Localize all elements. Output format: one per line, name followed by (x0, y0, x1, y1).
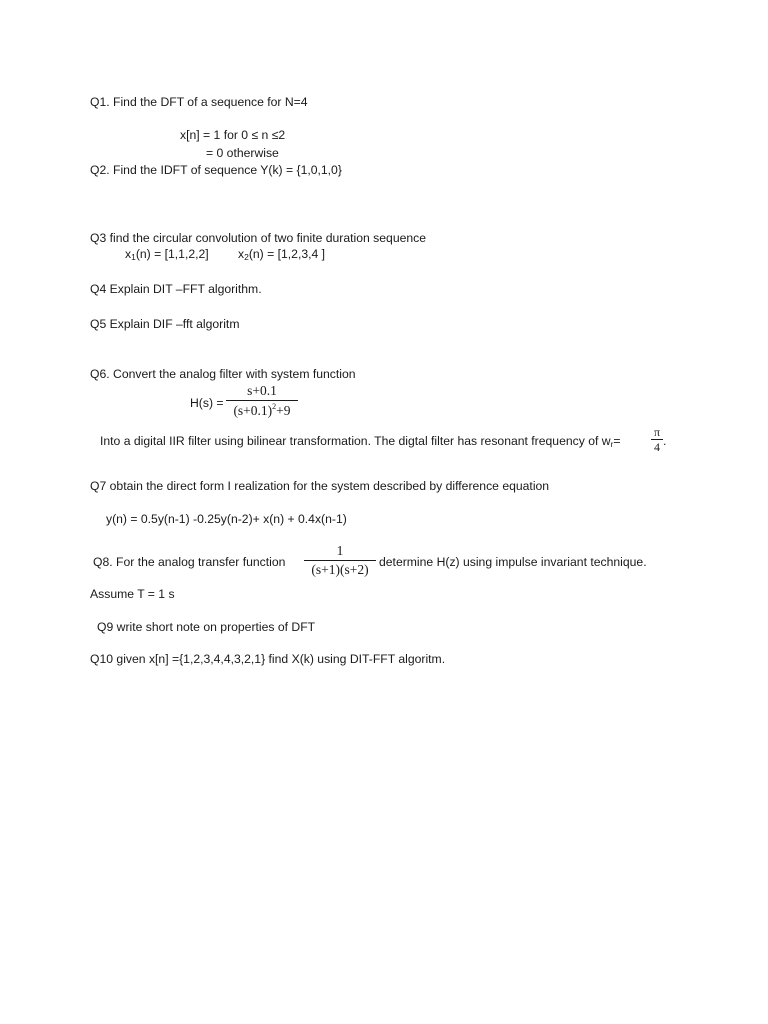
q3-x2-prefix: x (238, 247, 245, 261)
q6-den-tail: +9 (276, 402, 291, 418)
q3-sequence-x1 (125, 248, 209, 262)
q8-tail: determine H(z) using impulse invariant technique. (379, 555, 647, 569)
q10-title: Q10 given x[n] ={1,2,3,4,4,3,2,1} find X(k) using DIT-FFT algoritm. (90, 652, 446, 666)
q1-sequence-line1: x[n] = 1 for 0 ≤ n ≤2 (180, 128, 286, 142)
q6-hs-label: H(s) = (190, 396, 224, 410)
q1-title: Q1. Find the DFT of a sequence for N=4 (90, 95, 308, 109)
q6-den-base: (s+0.1) (233, 402, 273, 418)
q6-transfer-fraction (226, 384, 298, 417)
q6-body (100, 435, 621, 449)
q4-title: Q4 Explain DIT –FFT algorithm. (90, 282, 262, 296)
q3-x1-values: (n) = [1,1,2,2] (135, 247, 209, 261)
q3-x1-subscript: 1 (131, 252, 136, 262)
q8-lead: Q8. For the analog transfer function (93, 555, 286, 569)
q6-freq-numerator: π (653, 425, 661, 439)
q3-x2-subscript: 2 (244, 252, 249, 262)
q5-title: Q5 Explain DIF –fft algoritm (90, 317, 240, 331)
q2-title: Q2. Find the IDFT of sequence Y(k) = {1,0,1,0} (90, 163, 342, 177)
q3-x2-values: (n) = [1,2,3,4 ] (248, 247, 326, 261)
q8-denominator: (s+1)(s+2) (311, 561, 369, 577)
fraction-bar (304, 560, 376, 561)
q1-sequence-line2: = 0 otherwise (206, 146, 279, 160)
fraction-bar (226, 400, 298, 401)
q6-denominator (226, 403, 298, 418)
q3-sequence-x2 (238, 248, 325, 262)
q6-period: . (663, 434, 667, 448)
q6-freq-denominator: 4 (654, 440, 660, 454)
q7-title: Q7 obtain the direct form I realization for the system described by difference equation (90, 479, 550, 493)
q8-numerator: 1 (336, 543, 344, 558)
q3-x1-prefix: x (125, 247, 132, 261)
q6-frequency-fraction (651, 426, 663, 453)
q8-transfer-fraction (304, 544, 376, 576)
q6-body-subscript: r (610, 439, 614, 449)
q6-numerator: s+0.1 (247, 383, 277, 398)
q6-title: Q6. Convert the analog filter with system function (90, 367, 356, 381)
q9-title: Q9 write short note on properties of DFT (97, 620, 316, 634)
q3-title: Q3 find the circular convolution of two finite duration sequence (90, 231, 427, 245)
q6-body-text: Into a digital IIR filter using bilinear transformation. The digtal filter has resonant frequency of w (100, 434, 611, 448)
q6-body-equals: = (613, 434, 621, 448)
q6-den-exponent: 2 (272, 401, 277, 411)
q8-assumption: Assume T = 1 s (90, 587, 175, 601)
q7-equation: y(n) = 0.5y(n-1) -0.25y(n-2)+ x(n) + 0.4x(n-1) (106, 512, 347, 526)
